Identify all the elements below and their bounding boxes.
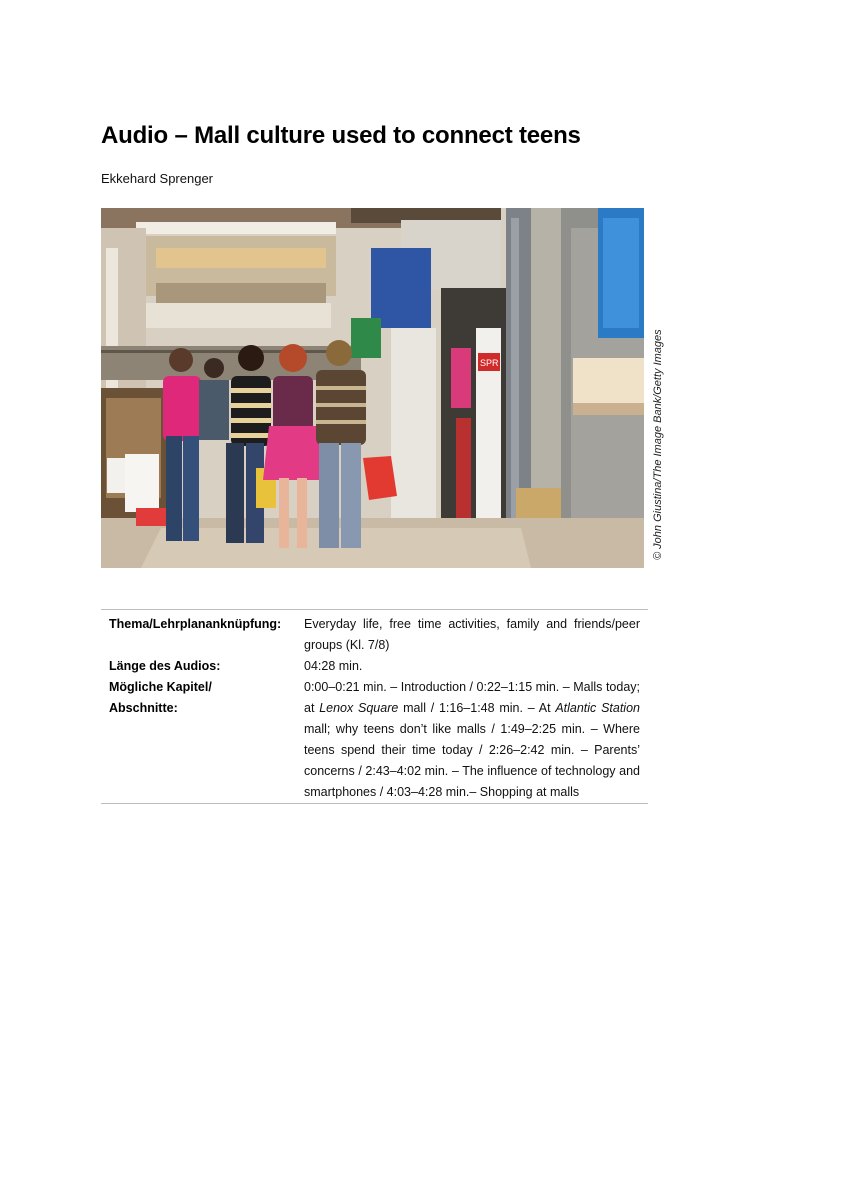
chapters-mall-name-2: Atlantic Station <box>555 701 640 715</box>
chapters-text-2: mall / 1:16–1:48 min. – At <box>398 701 556 715</box>
info-label-chapters-line2: Abschnitte: <box>109 701 178 715</box>
info-value-topic: Everyday life, free time activities, family and friends/peer groups (Kl. 7/8) <box>304 617 640 652</box>
info-label-chapters-line1: Mögliche Kapitel/ <box>109 680 212 694</box>
info-value-chapters <box>296 677 648 803</box>
page-title: Audio – Mall culture used to connect teens <box>101 122 581 149</box>
chapters-text-3: mall; why teens don’t like malls / 1:49–2:25 min. – Where teens spend their time today / 2:26–2:42 min. – Parents’ concerns / 2:43–4:02 min. – The influence of technology and smartphones / 4:03–4:28 min.– Shopping at malls <box>304 722 640 799</box>
chapters-mall-name-1: Lenox Square <box>319 701 399 715</box>
chapters-text-1: 0:00–0:21 min. – Introduction / 0:22–1:15 min. – Malls today; at <box>304 680 640 715</box>
info-row-length <box>101 656 648 677</box>
info-label-chapters <box>101 677 296 803</box>
info-table <box>101 609 648 804</box>
info-row-chapters <box>101 677 648 803</box>
photo-mall-teens <box>101 208 644 568</box>
info-label-length: Länge des Audios: <box>109 659 221 673</box>
info-label-topic: Thema/Lehrplananknüpfung: <box>109 617 282 631</box>
mall-photo <box>101 208 644 568</box>
store-sign-text: SPR <box>480 358 499 368</box>
author-name: Ekkehard Sprenger <box>101 171 214 186</box>
photo-credit: © John Giustina/The Image Bank/Getty Images <box>652 329 664 560</box>
info-value-length: 04:28 min. <box>304 659 363 673</box>
info-row-topic <box>101 610 648 656</box>
